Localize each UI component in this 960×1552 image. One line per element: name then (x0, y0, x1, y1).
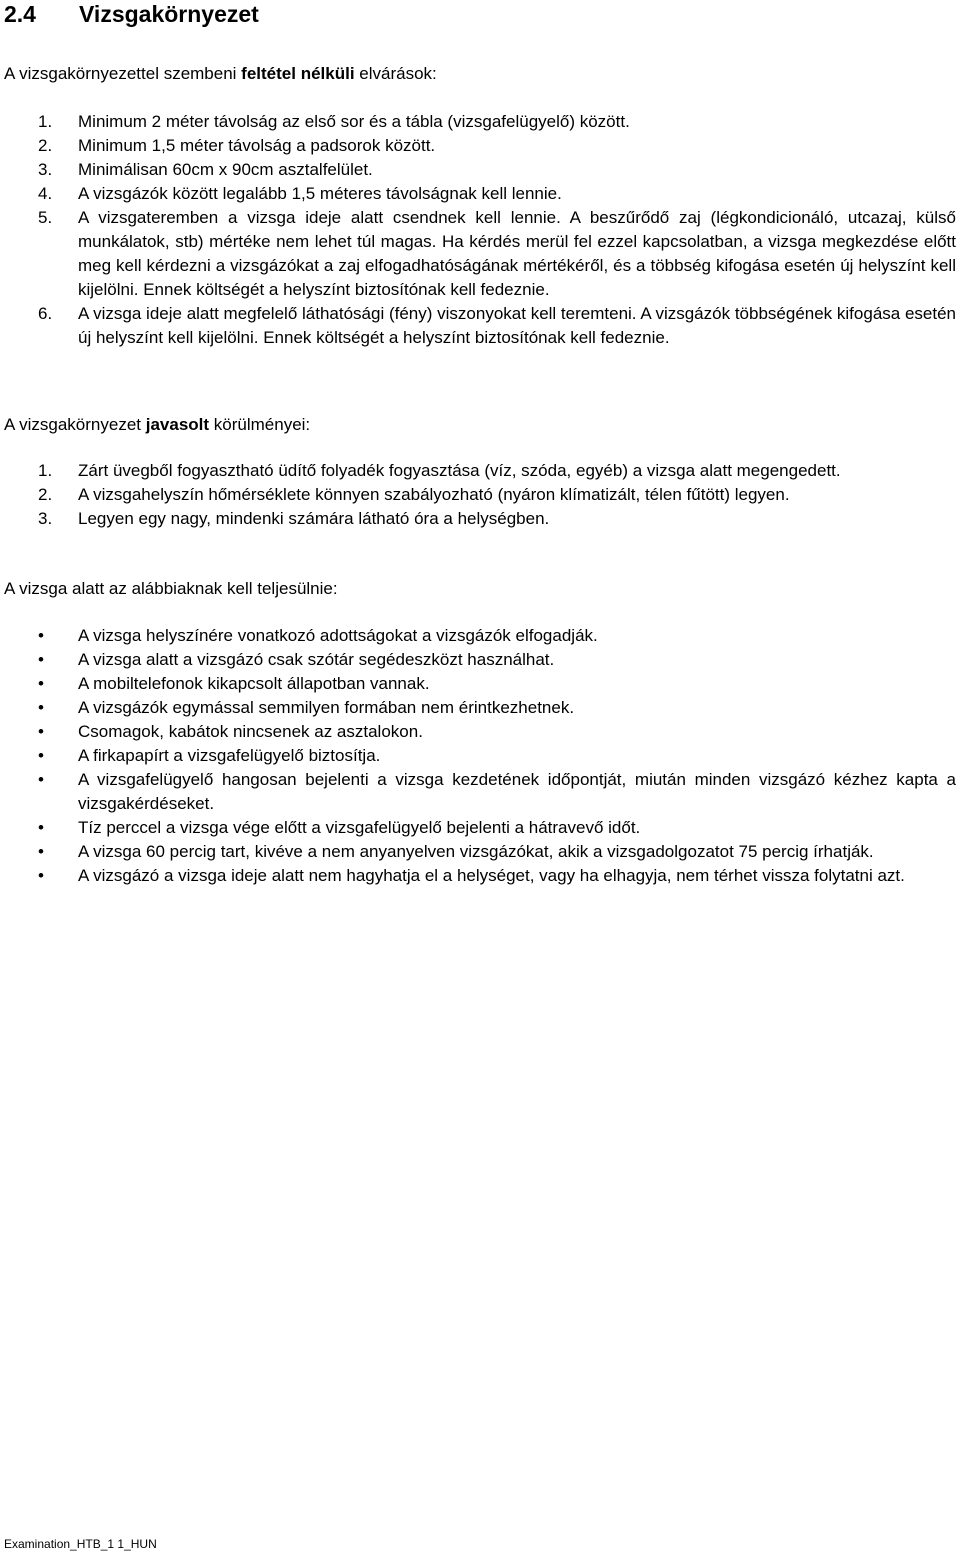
list-item-text: A vizsga 60 percig tart, kivéve a nem anyanyelven vizsgázókat, akik a vizsgadolgozatot 75 percig írhatják. (78, 842, 874, 861)
list-item (0, 158, 960, 182)
exam-rules-list (0, 624, 960, 888)
list-item-text: A vizsga alatt a vizsgázó csak szótár segédeszközt használhat. (78, 650, 555, 669)
list-item-number: 4. (38, 184, 53, 203)
bullet-icon: • (38, 866, 44, 885)
list-item-text: Minimum 1,5 méter távolság a padsorok között. (78, 136, 436, 155)
section-heading (4, 0, 259, 28)
list-item-text: Minimum 2 méter távolság az első sor és a tábla (vizsgafelügyelő) között. (78, 112, 630, 131)
list-item (0, 483, 960, 507)
bullet-icon: • (38, 722, 44, 741)
list-item (0, 696, 960, 720)
bullet-icon: • (38, 650, 44, 669)
list-item-text: A vizsgázó a vizsga ideje alatt nem hagyhatja el a helységet, vagy ha elhagyja, nem térhet vissza folytatni azt. (78, 866, 905, 885)
list-item (0, 864, 960, 888)
list-item-text: Minimálisan 60cm x 90cm asztalfelület. (78, 160, 373, 179)
unconditional-requirements-intro: A vizsgakörnyezettel szembeni feltétel nélküli elvárások: (4, 64, 437, 83)
list-item (0, 720, 960, 744)
list-item (0, 648, 960, 672)
list-item-number: 3. (38, 160, 53, 179)
list-item-number: 5. (38, 208, 53, 227)
list-item (0, 507, 960, 531)
list-item (0, 302, 960, 350)
list-item-number: 1. (38, 112, 53, 131)
section-number: 2.4 (4, 1, 36, 27)
list-item (0, 744, 960, 768)
bullet-icon: • (38, 842, 44, 861)
bullet-icon: • (38, 818, 44, 837)
list-item (0, 134, 960, 158)
list-item-text: A vizsgahelyszín hőmérséklete könnyen szabályozható (nyáron klímatizált, télen fűtött) legyen. (78, 485, 790, 504)
list-item-text: A mobiltelefonok kikapcsolt állapotban vannak. (78, 674, 430, 693)
list-item-number: 6. (38, 304, 53, 323)
bullet-icon: • (38, 626, 44, 645)
list-item (0, 816, 960, 840)
bullet-icon: • (38, 698, 44, 717)
recommended-conditions-intro: A vizsgakörnyezet javasolt körülményei: (4, 415, 311, 434)
exam-rules-intro: A vizsga alatt az alábbiaknak kell teljesülnie: (4, 579, 338, 598)
list-item (0, 182, 960, 206)
list-item-number: 3. (38, 509, 53, 528)
list-item-text: A vizsga ideje alatt megfelelő láthatósági (fény) viszonyokat kell teremteni. A vizsgázók többségének kifogása esetén új helyszínt kell kijelölni. Ennek költségét a helyszínt biztosítónak kell fedeznie. (78, 304, 956, 347)
unconditional-requirements-list (0, 110, 960, 350)
list-item-number: 2. (38, 485, 53, 504)
list-item-number: 2. (38, 136, 53, 155)
bullet-icon: • (38, 746, 44, 765)
list-item (0, 110, 960, 134)
list-item-number: 1. (38, 461, 53, 480)
list-item-text: A vizsgateremben a vizsga ideje alatt csendnek kell lennie. A beszűrődő zaj (légkondicionáló, utcazaj, külső munkálatok, stb) mértéke nem lehet túl magas. Ha kérdés merül fel ezzel kapcsolatban, a vizsga megkezdése előtt meg kell kérdezni a vizsgázókat a zaj elfogadhatóságának mértékéről, és a többség kifogása esetén új helyszínt kell kijelölni. Ennek költségét a helyszínt biztosítónak kell fedeznie. (78, 208, 956, 299)
list-item (0, 768, 960, 816)
list-item (0, 459, 960, 483)
list-item-text: A firkapapírt a vizsgafelügyelő biztosítja. (78, 746, 381, 765)
list-item-text: Tíz perccel a vizsga vége előtt a vizsgafelügyelő bejelenti a hátravevő időt. (78, 818, 641, 837)
list-item (0, 624, 960, 648)
list-item-text: Legyen egy nagy, mindenki számára látható óra a helységben. (78, 509, 550, 528)
list-item (0, 672, 960, 696)
footer-document-id: Examination_HTB_1 1_HUN (4, 1537, 157, 1551)
list-item-text: Csomagok, kabátok nincsenek az asztalokon. (78, 722, 423, 741)
section-title: Vizsgakörnyezet (79, 1, 259, 27)
bullet-icon: • (38, 770, 44, 789)
list-item-text: A vizsgázók között legalább 1,5 méteres távolságnak kell lennie. (78, 184, 562, 203)
list-item (0, 840, 960, 864)
list-item-text: A vizsgázók egymással semmilyen formában nem érintkezhetnek. (78, 698, 575, 717)
list-item-text: A vizsga helyszínére vonatkozó adottságokat a vizsgázók elfogadják. (78, 626, 598, 645)
bullet-icon: • (38, 674, 44, 693)
list-item (0, 206, 960, 302)
list-item-text: Zárt üvegből fogyasztható üdítő folyadék fogyasztása (víz, szóda, egyéb) a vizsga alatt megengedett. (78, 461, 841, 480)
recommended-conditions-list (0, 459, 960, 531)
list-item-text: A vizsgafelügyelő hangosan bejelenti a vizsga kezdetének időpontját, miután minden vizsgázó kézhez kapta a vizsgakérdéseket. (78, 770, 956, 813)
